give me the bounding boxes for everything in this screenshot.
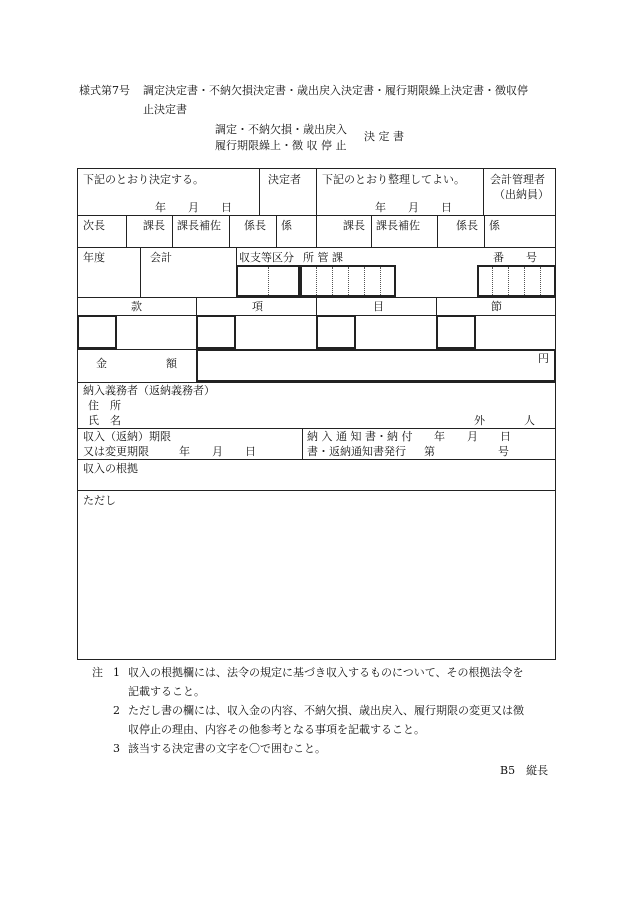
note-3-number: 3: [113, 742, 120, 755]
notes-prefix: 注: [92, 666, 103, 679]
role-kacho-right: 課長: [343, 219, 365, 232]
note-1-number: 1: [113, 666, 120, 679]
note-2-line2: 収停止の理由、内容その他参考となる事項を記載すること。: [128, 723, 425, 736]
budget-kan-label: 款: [131, 300, 142, 313]
arrangement-date: 年 月 日: [375, 201, 452, 214]
budget-moku-code[interactable]: [316, 315, 356, 349]
number-label: 番 号: [493, 251, 537, 264]
role-kacho-hosa: 課長補佐: [177, 219, 221, 232]
proviso-label: ただし: [83, 494, 116, 507]
notice-number-suffix: 号: [498, 445, 509, 458]
category-label: 収支等区分: [239, 251, 294, 264]
account-label: 会計: [150, 251, 172, 264]
notice-number-prefix: 第: [424, 445, 435, 458]
budget-kan-code[interactable]: [77, 315, 117, 349]
department-label: 所 管 課: [303, 251, 343, 264]
treasurer-label: 会計管理者: [490, 173, 545, 186]
deadline-date: 年 月 日: [179, 445, 256, 458]
budget-setsu-code[interactable]: [436, 315, 476, 349]
serial-number-box[interactable]: [477, 265, 556, 297]
payer-title: 納入義務者（返納義務者）: [83, 384, 215, 397]
doc-type-line1: 調定・不納欠損・歳出戻入: [215, 123, 347, 136]
treasurer-sublabel: （出納員）: [494, 188, 549, 201]
fiscal-year-label: 年度: [83, 251, 105, 264]
budget-kou-label: 項: [252, 300, 263, 313]
note-1-line1: 収入の根拠欄には、法令の規定に基づき収入するものについて、その根拠法令を: [128, 666, 524, 679]
amount-label-b: 額: [166, 357, 177, 370]
role-kakari: 係: [281, 219, 292, 232]
note-2-number: 2: [113, 704, 120, 717]
basis-label: 収入の根拠: [83, 462, 138, 475]
amount-label-a: 金: [96, 357, 107, 370]
decider-label: 決定者: [268, 173, 301, 186]
budget-setsu-label: 節: [491, 300, 502, 313]
notice-date: 年 月 日: [434, 430, 511, 443]
budget-kou-code[interactable]: [196, 315, 236, 349]
payer-others-label: 外: [474, 414, 485, 427]
amount-unit: 円: [538, 352, 549, 365]
deadline-label: 収入（返納）期限: [83, 430, 171, 443]
form-number: 様式第7号: [79, 84, 130, 97]
notice-label-line1: 納 入 通 知 書・納 付: [307, 430, 413, 443]
role-kakaricho-right: 係長: [456, 219, 478, 232]
payer-name-label: 氏 名: [88, 414, 121, 427]
note-3-line1: 該当する決定書の文字を〇で囲むこと。: [128, 742, 326, 755]
arrangement-statement: 下記のとおり整理してよい。: [322, 173, 465, 186]
decision-statement: 下記のとおり決定する。: [83, 173, 204, 186]
notice-label-line2: 書・返納通知書発行: [307, 445, 406, 458]
decision-date: 年 月 日: [155, 201, 232, 214]
role-jicho: 次長: [83, 219, 105, 232]
amount-field[interactable]: [196, 349, 556, 382]
payer-others-unit: 人: [524, 414, 535, 427]
note-2-line1: ただし書の欄には、収入金の内容、不納欠損、歳出戻入、履行期限の変更又は徴: [128, 704, 524, 717]
form-title-line1: 調定決定書・不納欠損決定書・歳出戻入決定書・履行期限繰上決定書・徴収停: [143, 84, 528, 97]
note-1-line2: 記載すること。: [128, 685, 205, 698]
role-kacho: 課長: [143, 219, 165, 232]
form-title-line2: 止決定書: [143, 103, 187, 116]
payer-address-label: 住 所: [88, 399, 121, 412]
changed-deadline-label: 又は変更期限: [83, 445, 149, 458]
doc-type-suffix: 決 定 書: [364, 130, 404, 143]
role-kakaricho: 係長: [244, 219, 266, 232]
paper-size: B5 縦長: [500, 764, 549, 777]
budget-moku-label: 目: [373, 300, 384, 313]
doc-type-line2: 履行期限繰上・徴 収 停 止: [215, 139, 347, 152]
role-kacho-hosa-right: 課長補佐: [376, 219, 420, 232]
role-kakari-right: 係: [489, 219, 500, 232]
